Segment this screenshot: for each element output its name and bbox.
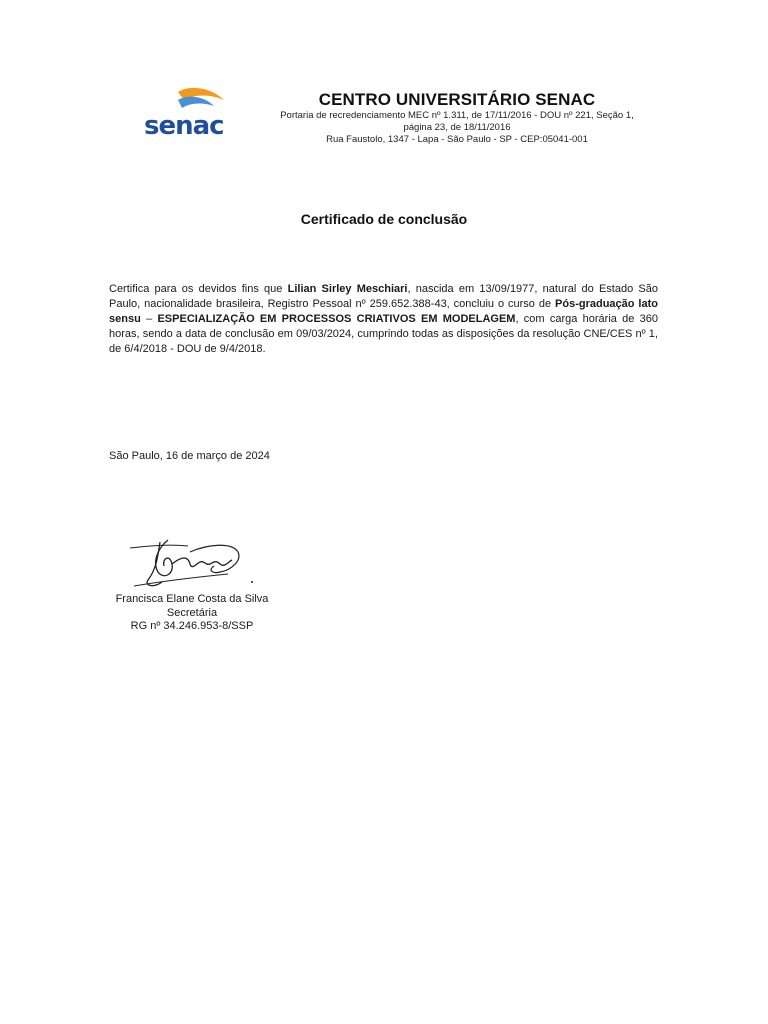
- handwritten-signature: [128, 534, 278, 594]
- student-name: Lilian Sirley Meschiari: [287, 283, 408, 295]
- body-text-intro: Certifica para os devidos fins que: [109, 283, 288, 295]
- signatory-name: Francisca Elane Costa da Silva: [115, 593, 269, 605]
- institution-address: Rua Faustolo, 1347 - Lapa - São Paulo - SP - CEP:05041-001: [326, 134, 588, 145]
- signatory-id: RG nº 34.246.953-8/SSP: [130, 620, 254, 632]
- certificate-body: [109, 282, 658, 357]
- course-level: Pós-graduação lato sensu: [109, 298, 658, 325]
- accreditation-line-2: página 23, de 18/11/2016: [403, 122, 511, 133]
- body-text-details: , nascida em 13/09/1977, natural do Estado São Paulo, nacionalidade brasileira, Registro Pessoal nº 259.652.388-43, concluiu o curso de: [109, 283, 658, 310]
- document-title: Certificado de conclusão: [300, 211, 468, 227]
- institution-header: [252, 90, 662, 146]
- signatory-block: [98, 593, 286, 634]
- body-text-dash: –: [140, 313, 158, 325]
- institution-name: CENTRO UNIVERSITÁRIO SENAC: [318, 90, 596, 109]
- signatory-role: Secretária: [166, 606, 218, 619]
- body-text-closing: , com carga horária de 360 horas, sendo a data de conclusão em 09/03/2024, cumprindo todas as disposições da resolução CNE/CES nº 1, de 6/4/2018 - DOU de 9/4/2018.: [109, 313, 659, 355]
- accreditation-line-1: Portaria de recredenciamento MEC nº 1.311, de 17/11/2016 - DOU nº 221, Seção 1,: [280, 110, 634, 121]
- place-and-date: São Paulo, 16 de março de 2024: [109, 450, 270, 462]
- senac-logo: [140, 86, 232, 142]
- logo-wordmark: senac: [144, 111, 224, 141]
- course-name: ESPECIALIZAÇÃO EM PROCESSOS CRIATIVOS EM MODELAGEM: [157, 313, 516, 325]
